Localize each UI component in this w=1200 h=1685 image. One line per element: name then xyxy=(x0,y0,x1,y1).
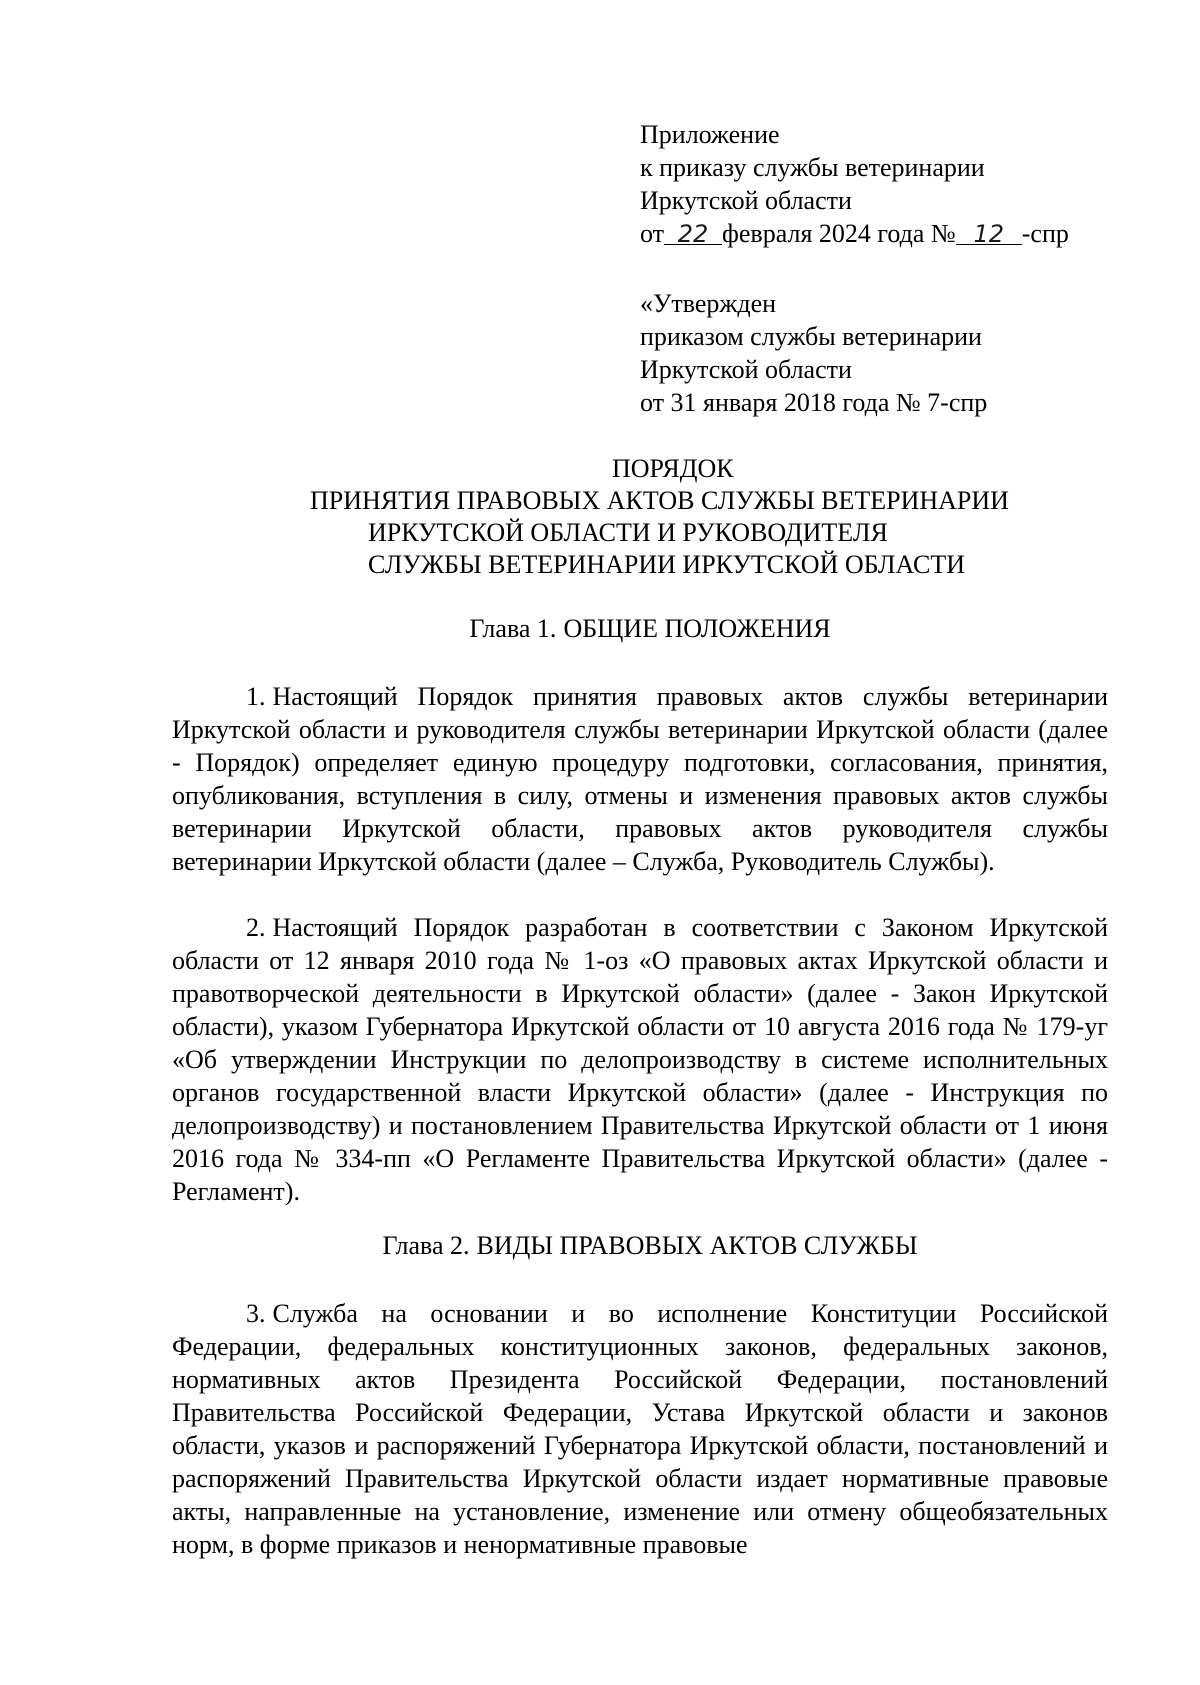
title-line-2: ПРИНЯТИЯ ПРАВОВЫХ АКТОВ СЛУЖБЫ ВЕТЕРИНАРИИ xyxy=(310,486,1009,515)
paragraph-number: 3. xyxy=(246,1299,266,1328)
chapter-title: ОБЩИЕ ПОЛОЖЕНИЯ xyxy=(563,614,831,643)
approved-by: приказом службы ветеринарии xyxy=(640,322,982,351)
paragraph-text: Настоящий Порядок разработан в соответствии с Законом Иркутской области от 12 января 2010 года № 1-оз «О правовых актах Иркутской области и правотворческой деятельности в Иркутской области» (далее - Закон Иркутской области), указом Губернатора Иркутской области от 10 августа 2016 года № 179-уг «Об утверждении Инструкции по делопроизводству в системе исполнительных органов государственной власти Иркутской области» (далее - Инструкция по делопроизводству) и постановлением Правительства Иркутской области от 1 июня 2016 года № 334-пп «О Регламенте Правительства Иркутской области» (далее - Регламент). xyxy=(172,913,1108,1206)
approved-title: «Утвержден xyxy=(640,289,777,318)
date-middle: февраля 2024 года № xyxy=(722,219,956,248)
handwritten-order-number: 12 xyxy=(956,224,1022,245)
appendix-region: Иркутской области xyxy=(640,186,852,215)
appendix-title: Приложение xyxy=(640,120,780,149)
date-suffix: -спр xyxy=(1021,219,1069,248)
handwritten-day: 22 xyxy=(664,224,722,245)
approved-date: от 31 января 2018 года № 7-спр xyxy=(640,388,988,417)
appendix-reference: к приказу службы ветеринарии xyxy=(640,153,985,182)
chapter-heading-1 xyxy=(170,613,1130,645)
paragraph-text: Настоящий Порядок принятия правовых актов службы ветеринарии Иркутской области и руководителя службы ветеринарии Иркутской области (далее - Порядок) определяет единую процедуру подготовки, согласования, принятия, опубликования, вступления в силу, отмены и изменения правовых актов службы ветеринарии Иркутской области, правовых актов руководителя службы ветеринарии Иркутской области (далее – Служба, Руководитель Службы). xyxy=(172,682,1108,876)
chapter-number: Глава 1. xyxy=(469,614,557,643)
chapter-title: ВИДЫ ПРАВОВЫХ АКТОВ СЛУЖБЫ xyxy=(476,1231,918,1260)
approved-region: Иркутской области xyxy=(640,355,852,384)
title-line-3: ИРКУТСКОЙ ОБЛАСТИ И РУКОВОДИТЕЛЯ xyxy=(368,518,888,547)
paragraph-1 xyxy=(172,680,1108,878)
paragraph-number: 1. xyxy=(246,682,266,711)
title-line-4: СЛУЖБЫ ВЕТЕРИНАРИИ ИРКУТСКОЙ ОБЛАСТИ xyxy=(368,550,966,579)
appendix-block xyxy=(640,118,1069,250)
date-prefix: от xyxy=(640,219,665,248)
paragraph-2 xyxy=(172,911,1108,1208)
paragraph-number: 2. xyxy=(246,913,266,942)
chapter-number: Глава 2. xyxy=(382,1231,470,1260)
chapter-heading-2 xyxy=(170,1230,1130,1262)
paragraph-3 xyxy=(172,1297,1108,1561)
title-line-1: ПОРЯДОК xyxy=(612,454,734,483)
approved-block xyxy=(640,287,987,419)
document-title xyxy=(170,453,1030,581)
paragraph-text: Служба на основании и во исполнение Конституции Российской Федерации, федеральных конституционных законов, федеральных законов, нормативных актов Президента Российской Федерации, постановлений Правительства Российской Федерации, Устава Иркутской области и законов области, указов и распоряжений Губернатора Иркутской области, постановлений и распоряжений Правительства Иркутской области издает нормативные правовые акты, направленные на установление, изменение или отмену общеобязательных норм, в форме приказов и ненормативные правовые xyxy=(172,1299,1108,1559)
appendix-date-line xyxy=(640,217,1069,250)
